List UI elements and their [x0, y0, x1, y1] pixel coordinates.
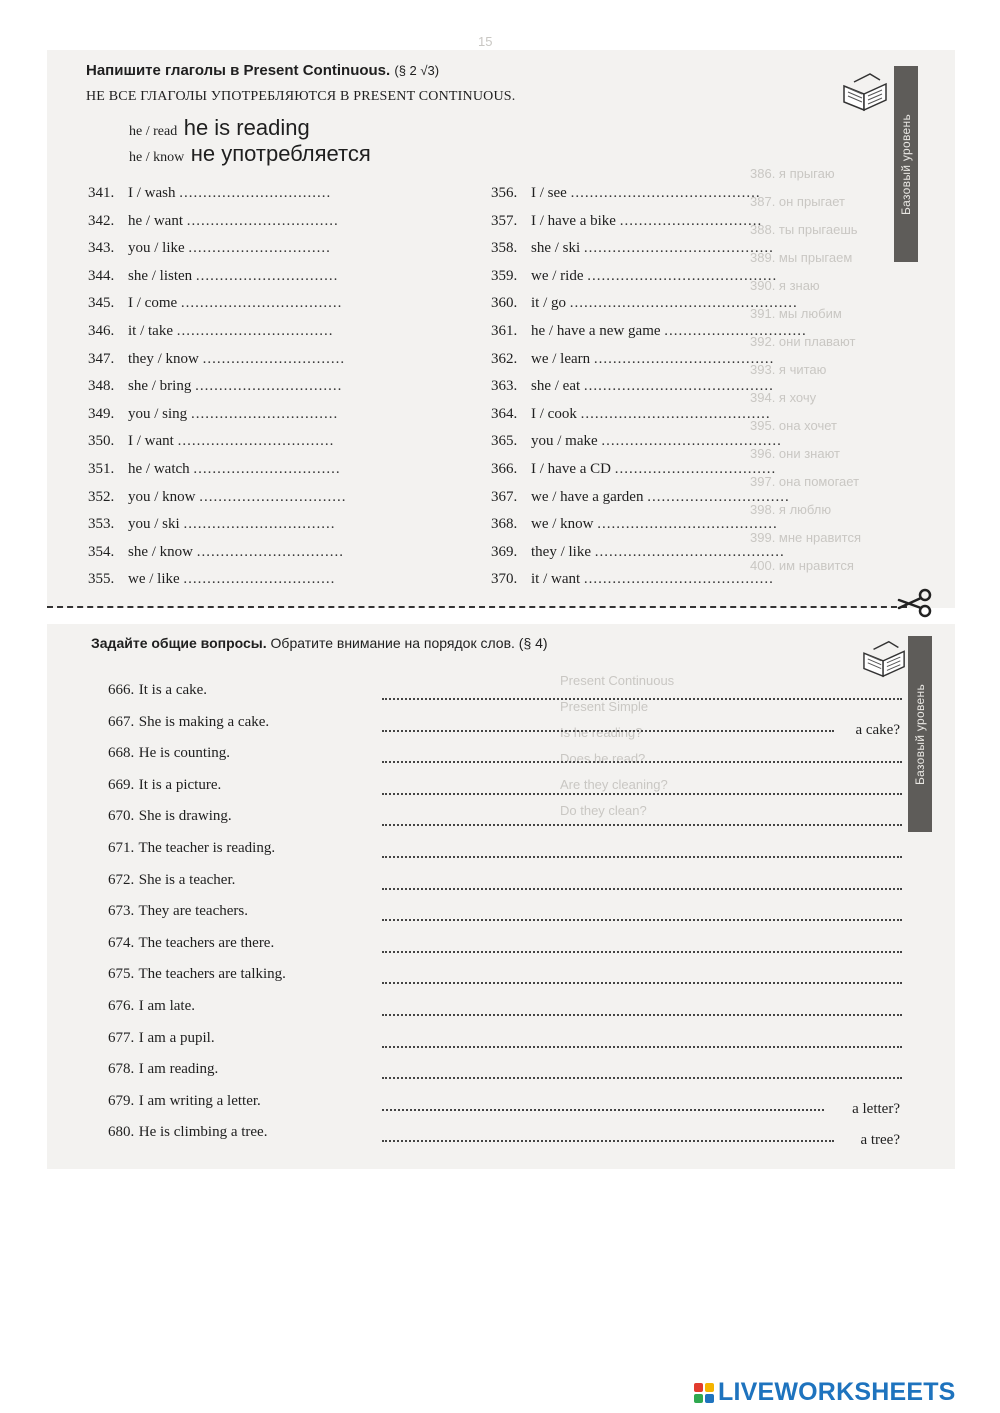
question-tail: a letter?	[852, 1100, 900, 1117]
item-number: 347.	[88, 350, 115, 367]
left-item	[88, 458, 341, 480]
answer-line[interactable]	[382, 1046, 902, 1048]
item-number: 367.	[491, 488, 518, 505]
question-statement: The teacher is reading.	[135, 840, 276, 856]
item-number: 361.	[491, 323, 518, 339]
bleed-line: 394. я хочу	[750, 390, 817, 405]
item-prompt: you / ski	[128, 516, 184, 533]
left-item	[88, 348, 345, 370]
question-number: 676.	[108, 998, 135, 1014]
item-number: 355.	[88, 571, 115, 588]
item-number: 351.	[88, 461, 115, 477]
question-statement: I am writing a letter.	[135, 1092, 261, 1109]
bottom-scan-area	[47, 624, 955, 1169]
question-number: 675.	[108, 966, 135, 983]
question-number: 672.	[108, 871, 135, 888]
item-number: 350.	[88, 433, 115, 450]
question-item	[108, 804, 232, 828]
right-item	[491, 320, 807, 342]
bleed-line: Is he reading?	[560, 725, 643, 740]
right-item	[491, 403, 771, 425]
question-item	[108, 1120, 267, 1144]
item-number: 365.	[491, 433, 518, 450]
item-prompt: she / know	[128, 543, 197, 560]
liveworksheets-logo[interactable]	[694, 1378, 956, 1407]
bleed-line: Present Continuous	[560, 673, 675, 688]
right-item	[491, 486, 790, 508]
item-prompt: it / want	[531, 571, 584, 588]
question-statement: I am late.	[135, 998, 195, 1014]
question-number: 670.	[108, 808, 135, 825]
question-statement: It is a picture.	[135, 776, 222, 793]
left-item	[88, 430, 334, 452]
item-prompt: she / ski	[531, 240, 584, 257]
side-tab-level-label: Базовый уровень	[899, 113, 913, 215]
answer-blank[interactable]: ..............................	[195, 267, 339, 284]
question-number: 668.	[108, 745, 135, 762]
question-number: 679.	[108, 1092, 135, 1109]
answer-blank[interactable]: ........................................	[580, 405, 771, 422]
bleed-line: 395. она хочет	[750, 418, 837, 433]
question-statement: He is climbing a tree.	[135, 1124, 268, 1141]
side-tab-level	[894, 66, 918, 262]
bleed-line: 391. мы любим	[750, 306, 842, 321]
item-number: 368.	[491, 516, 518, 533]
right-item	[491, 513, 778, 535]
section1-paragraph-ref: (§ 2 √3)	[394, 63, 440, 78]
question-number: 677.	[108, 1029, 135, 1046]
answer-blank[interactable]: ................................	[183, 571, 336, 588]
question-item	[108, 773, 221, 797]
left-item	[88, 541, 344, 563]
answer-blank[interactable]: ...............................	[193, 461, 341, 477]
left-item	[88, 486, 347, 508]
question-number: 678.	[108, 1061, 135, 1078]
answer-line[interactable]	[382, 951, 902, 953]
item-number: 369.	[491, 543, 518, 560]
question-statement: It is a cake.	[135, 682, 208, 698]
answer-blank[interactable]: ...............................	[195, 378, 343, 395]
answer-blank[interactable]: ........................................	[583, 571, 774, 588]
question-item	[108, 868, 235, 892]
item-prompt: we / ride	[531, 267, 588, 284]
answer-blank[interactable]: ..............................	[188, 240, 331, 257]
bleed-through-bottom	[560, 668, 674, 824]
question-number: 669.	[108, 776, 135, 793]
answer-blank[interactable]: ......................................	[597, 516, 778, 533]
answer-blank[interactable]: ................................	[186, 212, 339, 229]
answer-line[interactable]	[382, 730, 834, 732]
item-number: 360.	[491, 295, 518, 312]
bleed-line: 397. она помогает	[750, 474, 860, 489]
bleed-line: 400. им нравится	[750, 558, 854, 573]
scissors-icon	[895, 586, 935, 620]
right-item	[491, 541, 785, 563]
bleed-line: 388. ты прыгаешь	[750, 222, 858, 237]
question-statement: They are teachers.	[135, 903, 248, 920]
question-number: 667.	[108, 713, 135, 730]
page-number: 15	[478, 34, 493, 49]
answer-blank[interactable]: ................................	[183, 516, 336, 533]
item-number: 342.	[88, 212, 115, 229]
item-number: 349.	[88, 405, 115, 422]
question-item	[108, 962, 286, 986]
right-item	[491, 210, 762, 232]
logo-square	[694, 1383, 703, 1392]
answer-blank[interactable]: ........................................	[583, 378, 774, 395]
item-prompt: they / like	[531, 543, 595, 560]
example-2-answer: не употребляется	[190, 141, 371, 166]
section1-heading	[86, 62, 439, 79]
bleed-line: 386. я прыгаю	[750, 166, 835, 181]
right-item	[491, 265, 777, 287]
logo-text: LIVEWORKSHEETS	[718, 1378, 956, 1406]
item-prompt: I / have a bike	[531, 212, 620, 229]
item-prompt: I / see	[531, 185, 571, 201]
item-number: 352.	[88, 488, 115, 505]
item-number: 364.	[491, 405, 518, 422]
logo-icon	[694, 1383, 714, 1403]
answer-line[interactable]	[382, 1077, 902, 1079]
answer-line[interactable]	[382, 1014, 902, 1016]
right-item	[491, 458, 776, 480]
example-2	[129, 141, 371, 167]
item-prompt: you / make	[531, 433, 602, 450]
side-tab-level-2-label: Базовый уровень	[913, 683, 927, 785]
bleed-line: 393. я читаю	[750, 362, 827, 377]
question-number: 666.	[108, 682, 135, 698]
logo-square	[705, 1383, 714, 1392]
answer-blank[interactable]: ..............................	[619, 212, 763, 229]
bleed-line: 392. они плавают	[750, 334, 856, 349]
question-item	[108, 1089, 261, 1113]
item-prompt: we / have a garden	[531, 488, 648, 505]
answer-blank[interactable]: .................................	[177, 433, 335, 450]
answer-blank[interactable]: ........................................	[570, 185, 761, 201]
book-icon	[840, 68, 892, 114]
item-prompt: it / take	[128, 323, 177, 339]
answer-line[interactable]	[382, 824, 902, 826]
right-item	[491, 568, 774, 590]
question-statement: She is making a cake.	[135, 713, 270, 730]
answer-line[interactable]	[382, 919, 902, 921]
answer-line[interactable]	[382, 856, 902, 858]
bleed-line: 387. он прыгает	[750, 194, 845, 209]
answer-blank[interactable]: ...............................	[196, 543, 344, 560]
item-prompt: she / eat	[531, 378, 584, 395]
section1-note: НЕ ВСЕ ГЛАГОЛЫ УПОТРЕБЛЯЮТСЯ В PRESENT CONTINUOUS.	[86, 89, 516, 104]
item-number: 366.	[491, 461, 518, 477]
item-number: 345.	[88, 295, 115, 312]
answer-blank[interactable]: ...............................	[199, 488, 347, 505]
question-statement: The teachers are talking.	[135, 966, 286, 983]
question-number: 674.	[108, 934, 135, 951]
question-tail: a tree?	[860, 1132, 900, 1149]
right-item	[491, 430, 782, 452]
right-item	[491, 292, 798, 314]
answer-line[interactable]	[382, 698, 902, 700]
answer-blank[interactable]: ..................................	[180, 295, 343, 312]
question-statement: He is counting.	[135, 745, 230, 762]
item-prompt: you / sing	[128, 405, 191, 422]
item-prompt: I / have a CD	[531, 461, 615, 477]
item-number: 346.	[88, 323, 115, 339]
left-item	[88, 292, 342, 314]
left-item	[88, 568, 335, 590]
side-tab-level-2	[908, 636, 932, 832]
right-item	[491, 182, 761, 204]
answer-line[interactable]	[382, 761, 902, 763]
answer-line[interactable]	[382, 888, 902, 890]
book-icon	[860, 636, 910, 680]
answer-blank[interactable]: ..................................	[614, 461, 777, 477]
question-item	[108, 931, 274, 955]
bleed-line: 389. мы прыгаем	[750, 250, 853, 265]
item-prompt: it / go	[531, 295, 570, 312]
answer-blank[interactable]: .................................	[176, 323, 334, 339]
item-number: 359.	[491, 267, 518, 284]
bleed-line: Do they clean?	[560, 803, 647, 818]
item-prompt: he / watch	[128, 461, 194, 477]
answer-line[interactable]	[382, 1140, 834, 1142]
question-item	[108, 678, 207, 702]
left-item	[88, 210, 339, 232]
question-item	[108, 836, 275, 860]
answer-blank[interactable]: ........................................	[587, 267, 778, 284]
right-item	[491, 375, 774, 397]
answer-blank[interactable]: ..............................	[202, 350, 346, 367]
item-number: 356.	[491, 185, 518, 201]
answer-blank[interactable]: ..............................	[664, 323, 807, 339]
item-number: 358.	[491, 240, 518, 257]
answer-line[interactable]	[382, 793, 902, 795]
item-prompt: you / know	[128, 488, 200, 505]
item-number: 362.	[491, 350, 518, 367]
question-tail: a cake?	[855, 721, 900, 738]
item-prompt: they / know	[128, 350, 203, 367]
section2-heading	[91, 635, 548, 651]
bleed-line: 390. я знаю	[750, 278, 820, 293]
question-item	[108, 710, 269, 734]
answer-blank[interactable]: ........................................	[594, 543, 785, 560]
question-item	[108, 994, 195, 1018]
left-item	[88, 237, 331, 259]
left-item	[88, 320, 334, 342]
section2-heading-rest: Обратите внимание на порядок слов.	[270, 635, 515, 651]
right-item	[491, 348, 774, 370]
answer-blank[interactable]: ................................................	[569, 295, 798, 312]
answer-blank[interactable]: ......................................	[601, 433, 782, 450]
question-item	[108, 899, 248, 923]
item-number: 343.	[88, 240, 115, 257]
example-1-prompt: he / read	[129, 124, 178, 139]
question-item	[108, 1026, 215, 1050]
left-item	[88, 513, 335, 535]
bleed-line: Are they cleaning?	[560, 777, 668, 792]
section2-heading-bold: Задайте общие вопросы.	[91, 635, 267, 651]
right-item	[491, 237, 774, 259]
logo-square	[705, 1394, 714, 1403]
item-number: 348.	[88, 378, 115, 395]
item-prompt: you / like	[128, 240, 189, 257]
item-prompt: I / come	[128, 295, 181, 312]
section2-paragraph-ref: (§ 4)	[518, 635, 548, 651]
left-item	[88, 403, 338, 425]
item-number: 363.	[491, 378, 518, 395]
item-prompt: she / bring	[128, 378, 196, 395]
question-number: 671.	[108, 840, 135, 856]
item-number: 341.	[88, 185, 115, 201]
answer-blank[interactable]: ..............................	[647, 488, 790, 505]
question-statement: The teachers are there.	[135, 934, 275, 951]
item-prompt: I / want	[128, 433, 178, 450]
left-item	[88, 182, 331, 204]
question-statement: She is a teacher.	[135, 871, 236, 888]
bleed-line: 396. они знают	[750, 446, 840, 461]
bleed-line: Does he read?	[560, 751, 646, 766]
item-prompt: we / know	[531, 516, 598, 533]
answer-blank[interactable]: ......................................	[593, 350, 775, 367]
logo-square	[694, 1394, 703, 1403]
example-1-answer: he is reading	[183, 115, 310, 140]
section1-heading-text: Напишите глаголы в Present Continuous.	[86, 62, 391, 79]
bleed-line: 398. я люблю	[750, 502, 832, 517]
item-prompt: we / learn	[531, 350, 594, 367]
left-item	[88, 375, 342, 397]
answer-line[interactable]	[382, 1109, 824, 1111]
item-prompt: I / wash	[128, 185, 180, 201]
item-number: 357.	[491, 212, 518, 229]
question-statement: I am reading.	[135, 1061, 219, 1078]
bleed-line: Present Simple	[560, 699, 649, 714]
item-number: 354.	[88, 543, 115, 560]
answer-blank[interactable]: ................................	[179, 185, 332, 201]
left-item	[88, 265, 338, 287]
question-number: 680.	[108, 1124, 135, 1141]
answer-blank[interactable]: ........................................	[583, 240, 774, 257]
item-prompt: we / like	[128, 571, 184, 588]
item-prompt: he / want	[128, 212, 187, 229]
item-number: 370.	[491, 571, 518, 588]
bleed-line: 399. мне нравится	[750, 530, 862, 545]
answer-blank[interactable]: ...............................	[190, 405, 339, 422]
item-number: 344.	[88, 267, 115, 284]
answer-line[interactable]	[382, 982, 902, 984]
cut-line	[47, 606, 907, 608]
example-1	[129, 115, 310, 141]
question-item	[108, 741, 230, 765]
example-2-prompt: he / know	[129, 150, 185, 165]
item-number: 353.	[88, 516, 115, 533]
question-statement: I am a pupil.	[135, 1029, 215, 1046]
item-prompt: she / listen	[128, 267, 196, 284]
question-statement: She is drawing.	[135, 808, 232, 825]
item-prompt: he / have a new game	[531, 323, 665, 339]
item-prompt: I / cook	[531, 405, 581, 422]
question-item	[108, 1057, 218, 1081]
question-number: 673.	[108, 903, 135, 920]
